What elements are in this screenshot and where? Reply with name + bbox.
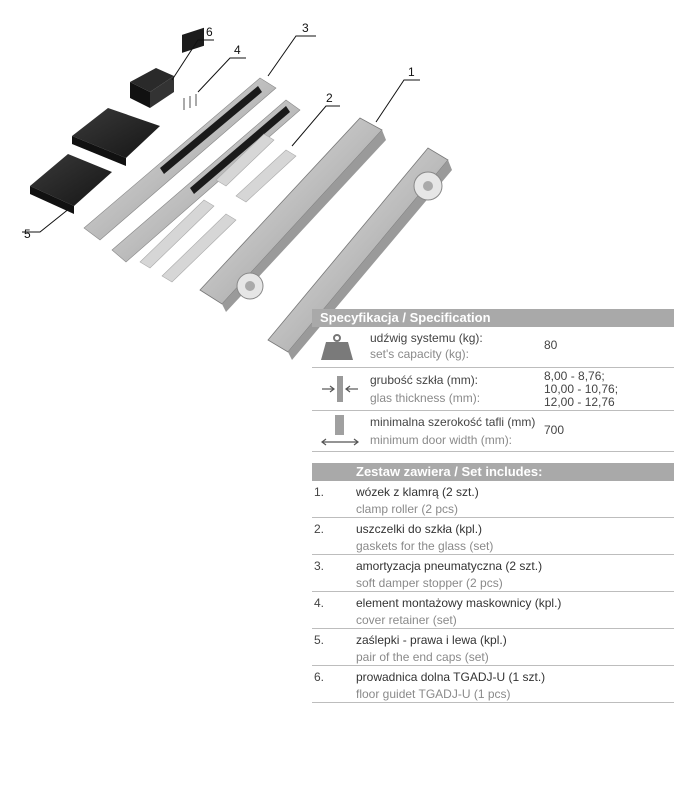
- list-item: [312, 666, 674, 703]
- specification-header: Specyfikacja / Specification: [312, 309, 674, 327]
- item-number: 3.: [314, 559, 325, 573]
- set-includes-list: [312, 463, 674, 703]
- callout-1: 1: [408, 65, 415, 79]
- spec-label-pl: minimalna szerokość tafli (mm): [370, 415, 536, 429]
- item-label-en: floor guidet TGADJ-U (1 pcs): [356, 687, 511, 701]
- item-label-pl: wózek z klamrą (2 szt.): [356, 485, 479, 499]
- item-label-en: pair of the end caps (set): [356, 650, 489, 664]
- spec-label-pl: udźwig systemu (kg):: [370, 331, 483, 345]
- list-item: [312, 518, 674, 555]
- callout-2: 2: [326, 91, 333, 105]
- item-number: 4.: [314, 596, 325, 610]
- item-label-en: clamp roller (2 pcs): [356, 502, 459, 516]
- list-item: [312, 592, 674, 629]
- list-item: [312, 555, 674, 592]
- product-illustration: [0, 0, 700, 360]
- spec-value: 700: [544, 423, 565, 437]
- item-number: 5.: [314, 633, 325, 647]
- spec-row-capacity: [312, 327, 674, 368]
- callout-3: 3: [302, 21, 309, 35]
- specification-table: [312, 309, 674, 452]
- spec-row-glass-thickness: [312, 368, 674, 411]
- weight-icon: [320, 333, 360, 366]
- floor-guide-part: [130, 68, 174, 108]
- spec-value-line-2: 10,00 - 10,76;: [544, 382, 619, 396]
- item-label-en: cover retainer (set): [356, 613, 457, 627]
- callout-6: 6: [206, 25, 213, 39]
- glass-thickness-icon: [320, 376, 360, 407]
- item-number: 6.: [314, 670, 325, 684]
- item-label-en: soft damper stopper (2 pcs): [356, 576, 503, 590]
- spec-value-line-1: 8,00 - 8,76;: [544, 369, 605, 383]
- item-label-pl: zaślepki - prawa i lewa (kpl.): [356, 633, 507, 647]
- spec-value-line-3: 12,00 - 12,76: [544, 395, 615, 409]
- list-item: [312, 629, 674, 666]
- spec-row-door-width: [312, 411, 674, 452]
- item-number: 1.: [314, 485, 325, 499]
- item-label-pl: element montażowy maskownicy (kpl.): [356, 596, 562, 610]
- item-number: 2.: [314, 522, 325, 536]
- callout-5: 5: [24, 227, 31, 241]
- door-width-icon: [320, 415, 360, 452]
- callout-4: 4: [234, 43, 241, 57]
- item-label-pl: amortyzacja pneumatyczna (2 szt.): [356, 559, 543, 573]
- set-includes-header: Zestaw zawiera / Set includes:: [312, 463, 674, 481]
- list-item: [312, 481, 674, 518]
- item-label-en: gaskets for the glass (set): [356, 539, 494, 553]
- item-label-pl: uszczelki do szkła (kpl.): [356, 522, 483, 536]
- spec-label-en: glas thickness (mm):: [370, 391, 481, 405]
- spec-label-en: set's capacity (kg):: [370, 347, 469, 361]
- spec-label-en: minimum door width (mm):: [370, 433, 513, 447]
- spec-value: 80: [544, 338, 558, 352]
- spec-label-pl: grubość szkła (mm):: [370, 373, 479, 387]
- item-label-pl: prowadnica dolna TGADJ-U (1 szt.): [356, 670, 546, 684]
